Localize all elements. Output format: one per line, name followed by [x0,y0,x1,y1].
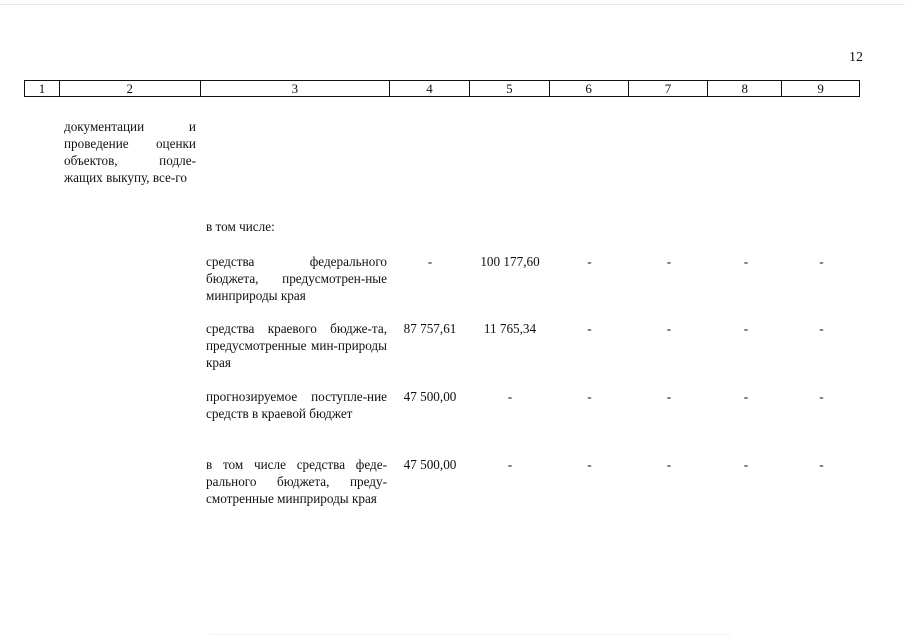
row3-col4: 47 500,00 [403,389,457,404]
row2-col4: 87 757,61 [403,321,457,336]
header-col-6: 6 [550,81,629,96]
row1-col7: - [666,254,672,269]
row3-col8: - [743,389,749,404]
row1-col5: 100 177,60 [480,254,540,269]
row3-col9: - [819,389,824,404]
row1-col8: - [743,254,749,269]
row4-col4: 47 500,00 [403,457,457,472]
row3-col7: - [666,389,672,404]
row-label-federal-budget: средства федерального бюджета, предусмотрен-ные минприроды края [206,254,387,303]
row4-col7: - [666,457,672,472]
row-label-federal-within-forecast: в том числе средства феде-рального бюджета, преду-смотренные минприроды края [206,457,387,506]
header-col-5: 5 [470,81,550,96]
row2-col8: - [743,321,749,336]
header-col-8: 8 [708,81,782,96]
row1-col4: - [427,254,433,269]
breakdown-intro-label: в том числе: [206,219,275,234]
table-header-row [24,80,860,97]
row4-col5: - [507,457,513,472]
row3-col5: - [507,389,513,404]
header-col-3: 3 [201,81,391,96]
row4-col9: - [819,457,824,472]
scan-artifact-top [0,4,905,5]
row2-col7: - [666,321,672,336]
row1-col9: - [819,254,824,269]
col2-item-description: документации и проведение оценки объектов, подле-жащих выкупу, все-го [64,119,196,185]
header-col-9: 9 [817,81,824,96]
row2-col5: 11 765,34 [483,321,537,336]
row2-col6: - [587,321,592,336]
page-number: 12 [849,50,863,65]
row-label-regional-budget: средства краевого бюдже-та, предусмотренные мин-природы края [206,321,387,370]
row2-col9: - [819,321,824,336]
row4-col6: - [587,457,592,472]
row3-col6: - [587,389,592,404]
scan-artifact-bottom [210,634,730,635]
header-col-2: 2 [60,81,201,96]
row-label-forecast-receipts: прогнозируемое поступле-ние средств в краевой бюджет [206,389,387,421]
row4-col8: - [743,457,749,472]
header-col-7: 7 [629,81,709,96]
header-col-4: 4 [390,81,470,96]
header-col-1: 1 [25,81,60,96]
row1-col6: - [587,254,592,269]
